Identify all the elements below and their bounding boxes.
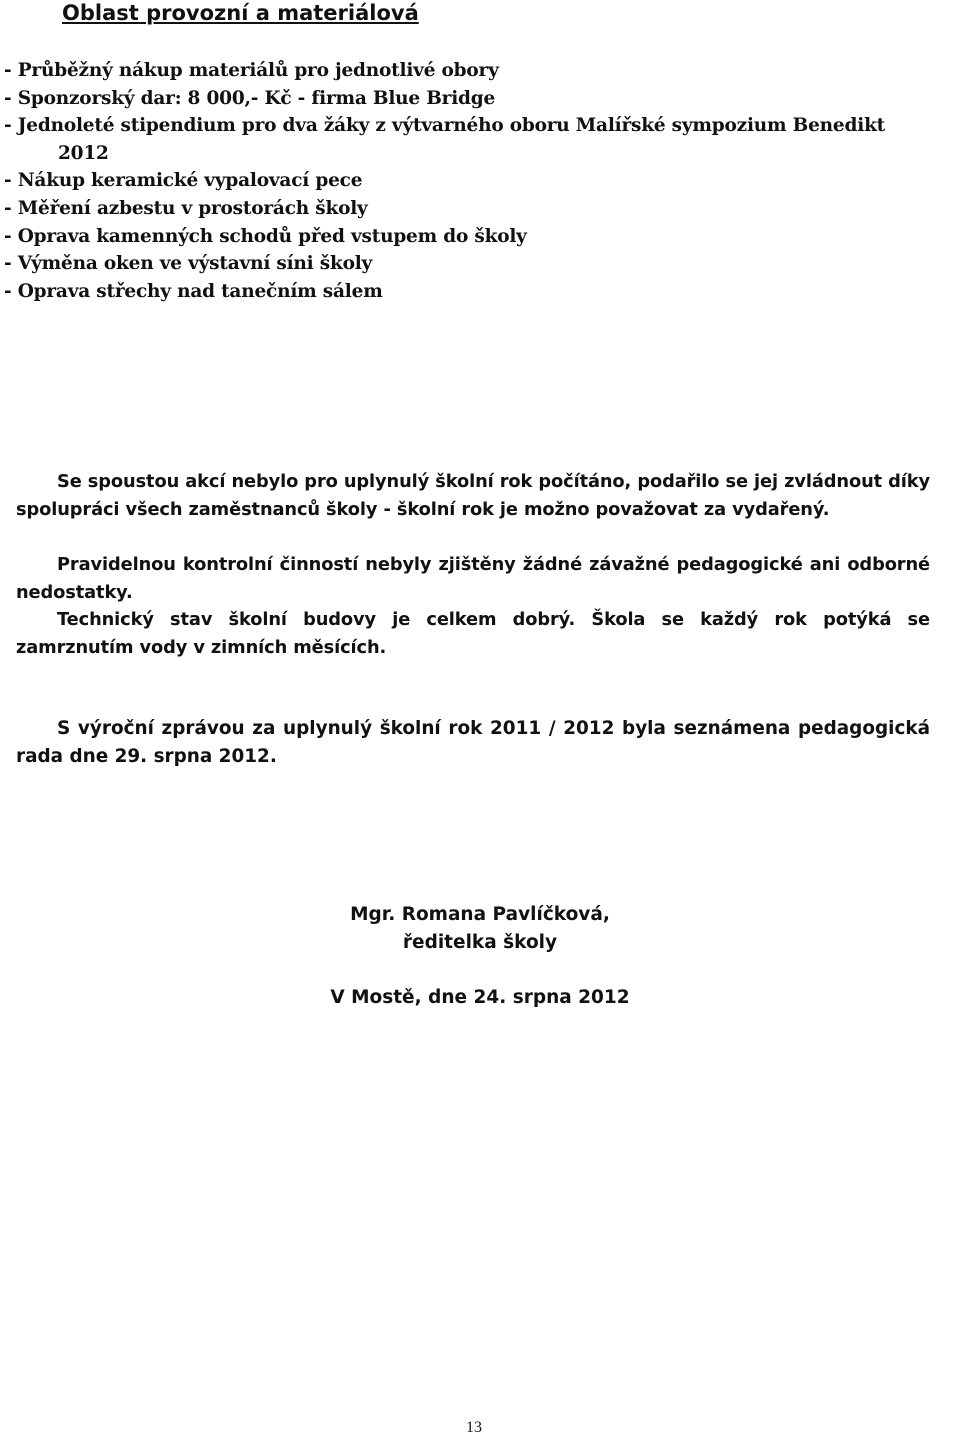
section-heading: Oblast provozní a materiálová	[62, 1, 419, 25]
list-item-continuation: 2012	[58, 142, 109, 164]
paragraph-summary: Se spoustou akcí nebylo pro uplynulý školní rok počítáno, podařilo se jej zvládnout díky spolupráci všech zaměstnanců školy - školní rok je možno považovat za vydařený.	[16, 471, 930, 520]
signature-name: Mgr. Romana Pavlíčková,	[350, 904, 610, 925]
paragraph-annual-report: S výroční zprávou za uplynulý školní rok 2011 / 2012 byla seznámena pedagogická rada dne 29. srpna 2012.	[16, 718, 930, 767]
paragraph-building-state: Technický stav školní budovy je celkem dobrý. Škola se každý rok potýká se zamrznutím vody v zimních měsících.	[16, 609, 930, 658]
paragraph-inspection: Pravidelnou kontrolní činností nebyly zjištěny žádné závažné pedagogické ani odborné nedostatky.	[16, 554, 930, 603]
list-item: - Výměna oken ve výstavní síni školy	[4, 253, 373, 275]
list-item: - Nákup keramické vypalovací pece	[4, 170, 363, 192]
list-item: - Jednoleté stipendium pro dva žáky z výtvarného oboru Malířské sympozium Benedikt	[4, 115, 886, 137]
list-item: - Průběžný nákup materiálů pro jednotlivé obory	[4, 60, 499, 81]
item-list	[4, 57, 944, 305]
list-item: - Sponzorský dar: 8 000,- Kč - firma Blue Bridge	[4, 87, 496, 109]
page-number: 13	[466, 1419, 482, 1436]
signature-role: ředitelka školy	[402, 932, 558, 953]
list-item: - Oprava střechy nad tanečním sálem	[4, 280, 383, 302]
list-item: - Oprava kamenných schodů před vstupem do školy	[4, 225, 527, 247]
signature-place-date: V Mostě, dne 24. srpna 2012	[330, 987, 630, 1008]
list-item: - Měření azbestu v prostorách školy	[4, 197, 368, 219]
